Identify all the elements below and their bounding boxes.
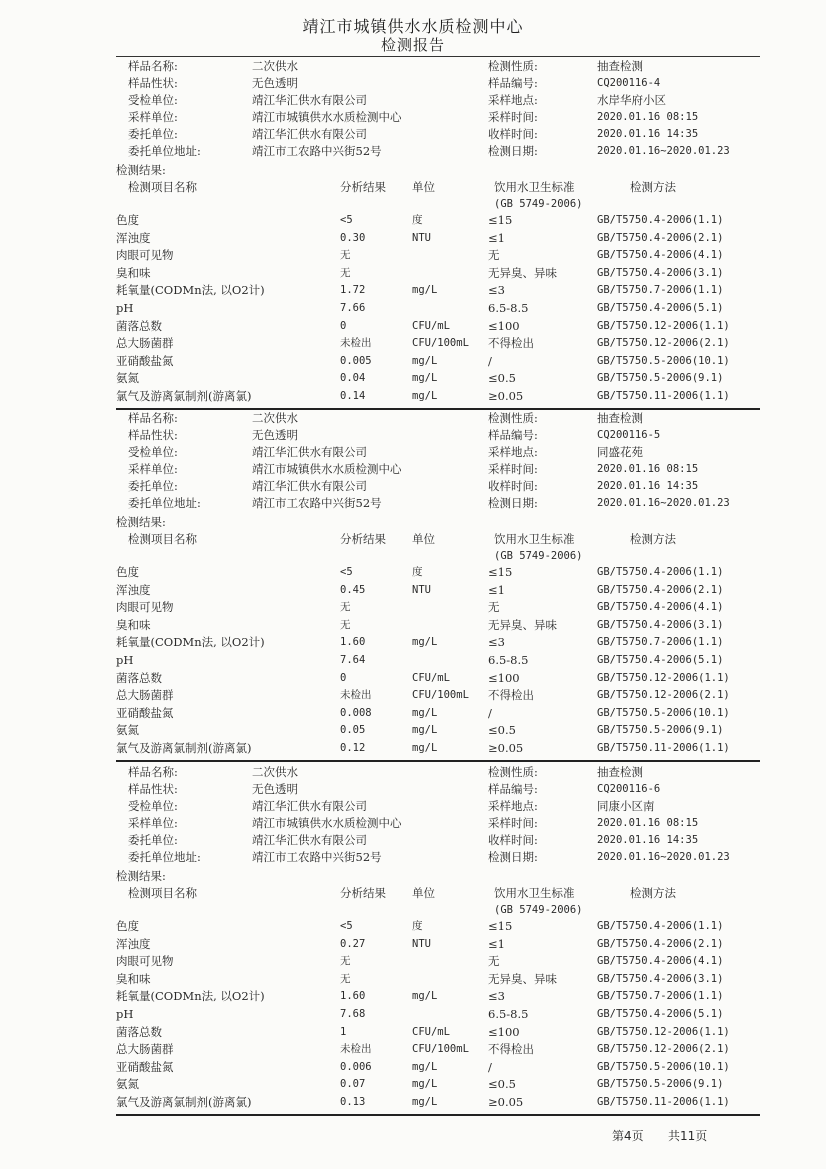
- item-standard: 不得检出: [488, 688, 534, 703]
- item-name: 浑浊度: [116, 230, 151, 245]
- sample-nature-value: 无色透明: [252, 428, 298, 442]
- test-date-value: 2020.01.16~2020.01.23: [597, 851, 730, 863]
- item-result: <5: [340, 566, 353, 578]
- page-number: 第4页: [612, 1129, 644, 1143]
- item-name: 肉眼可见物: [116, 600, 174, 615]
- item-method: GB/T5750.4-2006(4.1): [597, 249, 724, 262]
- column-header-standard-ref: (GB 5749-2006): [494, 904, 583, 916]
- item-result: 0.45: [340, 583, 366, 596]
- column-header-result: 分析结果: [340, 886, 386, 900]
- item-standard: /: [488, 705, 492, 720]
- item-name: 氨氮: [116, 371, 139, 386]
- item-method: GB/T5750.5-2006(9.1): [597, 372, 724, 385]
- sampling-site-label: 采样地点:: [488, 445, 538, 459]
- item-unit: mg/L: [412, 724, 438, 737]
- item-result: <5: [340, 214, 353, 226]
- client-address-value: 靖江市工农路中兴街52号: [252, 850, 382, 864]
- item-result: 无: [340, 972, 351, 985]
- item-name: 耗氧量(CODMn法, 以O2计): [116, 283, 265, 298]
- item-unit: CFU/mL: [412, 319, 450, 332]
- item-standard: ≤0.5: [488, 723, 516, 738]
- item-method: GB/T5750.5-2006(10.1): [597, 1060, 730, 1073]
- inspected-unit-value: 靖江华汇供水有限公司: [252, 93, 367, 107]
- sample-name-label: 样品名称:: [128, 411, 178, 425]
- item-name: 耗氧量(CODMn法, 以O2计): [116, 635, 265, 650]
- item-standard: ≤100: [488, 318, 520, 333]
- item-result: 无: [340, 618, 351, 631]
- item-method: GB/T5750.4-2006(2.1): [597, 937, 724, 950]
- sampling-site-label: 采样地点:: [488, 93, 538, 107]
- item-name: 菌落总数: [116, 670, 162, 685]
- item-unit: CFU/mL: [412, 671, 450, 684]
- item-standard: /: [488, 1059, 492, 1074]
- item-result: 7.64: [340, 654, 366, 666]
- column-header-result: 分析结果: [340, 532, 386, 546]
- sampling-time-label: 采样时间:: [488, 462, 538, 476]
- item-result: 1.60: [340, 990, 366, 1003]
- item-name: pH: [116, 1007, 134, 1021]
- test-nature-value: 抽查检测: [597, 411, 643, 425]
- item-result: 未检出: [340, 337, 372, 350]
- item-standard: ≥0.05: [488, 1095, 524, 1109]
- item-standard: 6.5-8.5: [488, 301, 529, 315]
- item-result: 0.27: [340, 937, 366, 950]
- item-unit: mg/L: [412, 1078, 438, 1091]
- receipt-time-label: 收样时间:: [488, 479, 538, 493]
- item-method: GB/T5750.4-2006(4.1): [597, 601, 724, 614]
- item-name: 臭和味: [116, 617, 151, 632]
- item-result: 0.07: [340, 1078, 366, 1091]
- item-unit: mg/L: [412, 284, 438, 297]
- item-method: GB/T5750.4-2006(3.1): [597, 618, 724, 631]
- item-standard: 不得检出: [488, 1042, 534, 1057]
- top-rule: [116, 56, 760, 57]
- item-result: 未检出: [340, 689, 372, 702]
- item-name: pH: [116, 653, 134, 667]
- item-method: GB/T5750.7-2006(1.1): [597, 284, 724, 297]
- item-method: GB/T5750.4-2006(2.1): [597, 583, 724, 596]
- item-method: GB/T5750.4-2006(5.1): [597, 1008, 724, 1020]
- item-name: 菌落总数: [116, 318, 162, 333]
- column-header-unit: 单位: [412, 532, 435, 546]
- results-label: 检测结果:: [116, 515, 166, 529]
- item-standard: 无: [488, 600, 500, 615]
- client-unit-label: 委托单位:: [128, 479, 178, 493]
- item-unit: CFU/100mL: [412, 337, 469, 350]
- page-total: 共11页: [668, 1129, 708, 1143]
- item-method: GB/T5750.4-2006(3.1): [597, 266, 724, 279]
- item-result: 1.60: [340, 636, 366, 649]
- item-unit: mg/L: [412, 990, 438, 1003]
- item-result: 0.006: [340, 1060, 372, 1073]
- item-name: 耗氧量(CODMn法, 以O2计): [116, 989, 265, 1004]
- sample-no-value: CQ200116-6: [597, 783, 661, 795]
- item-method: GB/T5750.7-2006(1.1): [597, 990, 724, 1003]
- sampling-site-label: 采样地点:: [488, 799, 538, 813]
- item-method: GB/T5750.12-2006(1.1): [597, 1025, 730, 1038]
- sample-name-value: 二次供水: [252, 765, 298, 779]
- test-date-label: 检测日期:: [488, 496, 538, 510]
- sampling-site-value: 水岸华府小区: [597, 93, 666, 107]
- item-standard: ≤15: [488, 565, 513, 579]
- item-method: GB/T5750.11-2006(1.1): [597, 390, 730, 402]
- item-unit: mg/L: [412, 354, 438, 367]
- sample-no-label: 样品编号:: [488, 76, 538, 90]
- sample-nature-label: 样品性状:: [128, 782, 178, 796]
- item-result: 0.005: [340, 354, 372, 367]
- receipt-time-label: 收样时间:: [488, 833, 538, 847]
- item-name: 臭和味: [116, 971, 151, 986]
- results-label: 检测结果:: [116, 163, 166, 177]
- item-unit: mg/L: [412, 390, 438, 402]
- item-result: 7.66: [340, 302, 366, 314]
- item-standard: 6.5-8.5: [488, 653, 529, 667]
- item-result: <5: [340, 920, 353, 932]
- item-result: 无: [340, 955, 351, 968]
- item-unit: mg/L: [412, 372, 438, 385]
- item-name: 浑浊度: [116, 936, 151, 951]
- inspected-unit-value: 靖江华汇供水有限公司: [252, 445, 367, 459]
- item-standard: /: [488, 353, 492, 368]
- sampling-time-label: 采样时间:: [488, 816, 538, 830]
- sample-no-value: CQ200116-4: [597, 77, 661, 89]
- item-name: pH: [116, 301, 134, 315]
- item-method: GB/T5750.12-2006(1.1): [597, 671, 730, 684]
- item-method: GB/T5750.12-2006(2.1): [597, 1043, 730, 1056]
- sample-name-value: 二次供水: [252, 59, 298, 73]
- item-method: GB/T5750.11-2006(1.1): [597, 1096, 730, 1108]
- sample-nature-label: 样品性状:: [128, 428, 178, 442]
- item-result: 1.72: [340, 284, 366, 297]
- item-unit: mg/L: [412, 636, 438, 649]
- item-result: 无: [340, 249, 351, 262]
- item-standard: ≤15: [488, 213, 513, 227]
- item-standard: 不得检出: [488, 336, 534, 351]
- client-unit-label: 委托单位:: [128, 833, 178, 847]
- item-name: 肉眼可见物: [116, 954, 174, 969]
- item-method: GB/T5750.12-2006(2.1): [597, 689, 730, 702]
- column-header-method: 检测方法: [630, 886, 676, 900]
- item-result: 0.30: [340, 231, 366, 244]
- item-name: 菌落总数: [116, 1024, 162, 1039]
- item-result: 无: [340, 266, 351, 279]
- sample-name-label: 样品名称:: [128, 59, 178, 73]
- item-standard: 6.5-8.5: [488, 1007, 529, 1021]
- item-result: 0.14: [340, 390, 366, 402]
- item-name: 亚硝酸盐氮: [116, 1059, 174, 1074]
- item-result: 无: [340, 601, 351, 614]
- client-address-value: 靖江市工农路中兴街52号: [252, 144, 382, 158]
- sampling-time-label: 采样时间:: [488, 110, 538, 124]
- sample-no-label: 样品编号:: [488, 428, 538, 442]
- item-unit: mg/L: [412, 1060, 438, 1073]
- item-name: 氨氮: [116, 723, 139, 738]
- test-nature-value: 抽查检测: [597, 59, 643, 73]
- item-standard: ≥0.05: [488, 741, 524, 755]
- item-standard: ≤100: [488, 670, 520, 685]
- item-method: GB/T5750.5-2006(9.1): [597, 1078, 724, 1091]
- report-title: 靖江市城镇供水水质检测中心: [302, 17, 524, 36]
- sampling-unit-value: 靖江市城镇供水水质检测中心: [252, 816, 402, 830]
- item-name: 氯气及游离氯制剂(游离氯): [116, 741, 252, 755]
- client-unit-label: 委托单位:: [128, 127, 178, 141]
- sample-nature-value: 无色透明: [252, 782, 298, 796]
- inspected-unit-label: 受检单位:: [128, 93, 178, 107]
- column-header-item: 检测项目名称: [128, 886, 197, 900]
- item-name: 肉眼可见物: [116, 248, 174, 263]
- inspected-unit-value: 靖江华汇供水有限公司: [252, 799, 367, 813]
- sample-no-value: CQ200116-5: [597, 429, 661, 441]
- item-result: 0: [340, 671, 347, 684]
- test-date-label: 检测日期:: [488, 144, 538, 158]
- sampling-site-value: 同盛花苑: [597, 445, 643, 459]
- item-standard: ≤1: [488, 582, 505, 597]
- item-name: 氯气及游离氯制剂(游离氯): [116, 389, 252, 403]
- item-standard: 无: [488, 954, 500, 969]
- item-standard: 无异臭、异味: [488, 265, 557, 280]
- sampling-unit-label: 采样单位:: [128, 110, 178, 124]
- item-standard: ≤0.5: [488, 371, 516, 386]
- test-nature-label: 检测性质:: [488, 765, 538, 779]
- item-name: 氨氮: [116, 1077, 139, 1092]
- sampling-unit-label: 采样单位:: [128, 462, 178, 476]
- item-standard: ≤15: [488, 919, 513, 933]
- sample-nature-value: 无色透明: [252, 76, 298, 90]
- receipt-time-value: 2020.01.16 14:35: [597, 834, 699, 846]
- item-method: GB/T5750.4-2006(4.1): [597, 955, 724, 968]
- item-name: 亚硝酸盐氮: [116, 705, 174, 720]
- sample-name-value: 二次供水: [252, 411, 298, 425]
- item-method: GB/T5750.4-2006(1.1): [597, 566, 724, 578]
- section-divider: [116, 760, 760, 762]
- client-address-label: 委托单位地址:: [128, 850, 201, 864]
- item-unit: 度: [412, 920, 423, 932]
- item-standard: 无异臭、异味: [488, 971, 557, 986]
- column-header-method: 检测方法: [630, 532, 676, 546]
- client-unit-value: 靖江华汇供水有限公司: [252, 833, 367, 847]
- item-result: 未检出: [340, 1043, 372, 1056]
- item-method: GB/T5750.5-2006(9.1): [597, 724, 724, 737]
- item-result: 0: [340, 319, 347, 332]
- sample-section: [0, 764, 826, 1112]
- item-standard: ≤3: [488, 283, 505, 298]
- test-nature-label: 检测性质:: [488, 411, 538, 425]
- sampling-time-value: 2020.01.16 08:15: [597, 463, 699, 475]
- column-header-standard-ref: (GB 5749-2006): [494, 198, 583, 210]
- item-result: 0.12: [340, 742, 366, 754]
- column-header-unit: 单位: [412, 886, 435, 900]
- item-name: 总大肠菌群: [116, 1042, 174, 1057]
- client-address-value: 靖江市工农路中兴街52号: [252, 496, 382, 510]
- client-unit-value: 靖江华汇供水有限公司: [252, 127, 367, 141]
- column-header-method: 检测方法: [630, 180, 676, 194]
- inspected-unit-label: 受检单位:: [128, 445, 178, 459]
- item-method: GB/T5750.11-2006(1.1): [597, 742, 730, 754]
- section-divider: [116, 1114, 760, 1116]
- item-result: 0.008: [340, 706, 372, 719]
- item-standard: ≥0.05: [488, 389, 524, 403]
- test-nature-label: 检测性质:: [488, 59, 538, 73]
- item-unit: NTU: [412, 583, 431, 596]
- item-method: GB/T5750.7-2006(1.1): [597, 636, 724, 649]
- item-unit: NTU: [412, 231, 431, 244]
- item-result: 0.13: [340, 1096, 366, 1108]
- item-standard: ≤1: [488, 936, 505, 951]
- column-header-item: 检测项目名称: [128, 180, 197, 194]
- item-unit: CFU/100mL: [412, 1043, 469, 1056]
- item-unit: CFU/mL: [412, 1025, 450, 1038]
- item-method: GB/T5750.5-2006(10.1): [597, 354, 730, 367]
- sample-section: [0, 58, 826, 406]
- column-header-result: 分析结果: [340, 180, 386, 194]
- test-date-label: 检测日期:: [488, 850, 538, 864]
- client-unit-value: 靖江华汇供水有限公司: [252, 479, 367, 493]
- receipt-time-label: 收样时间:: [488, 127, 538, 141]
- column-header-standard: 饮用水卫生标准: [494, 532, 575, 546]
- item-unit: CFU/100mL: [412, 689, 469, 702]
- item-standard: 无: [488, 248, 500, 263]
- receipt-time-value: 2020.01.16 14:35: [597, 480, 699, 492]
- receipt-time-value: 2020.01.16 14:35: [597, 128, 699, 140]
- column-header-standard-ref: (GB 5749-2006): [494, 550, 583, 562]
- sample-nature-label: 样品性状:: [128, 76, 178, 90]
- item-name: 总大肠菌群: [116, 336, 174, 351]
- item-name: 色度: [116, 213, 139, 227]
- client-address-label: 委托单位地址:: [128, 496, 201, 510]
- item-method: GB/T5750.4-2006(5.1): [597, 654, 724, 666]
- item-method: GB/T5750.4-2006(1.1): [597, 214, 724, 226]
- item-method: GB/T5750.12-2006(2.1): [597, 337, 730, 350]
- item-standard: ≤0.5: [488, 1077, 516, 1092]
- item-result: 0.04: [340, 372, 366, 385]
- sample-name-label: 样品名称:: [128, 765, 178, 779]
- item-method: GB/T5750.12-2006(1.1): [597, 319, 730, 332]
- item-name: 总大肠菌群: [116, 688, 174, 703]
- sampling-site-value: 同康小区南: [597, 799, 655, 813]
- item-method: GB/T5750.4-2006(2.1): [597, 231, 724, 244]
- item-unit: mg/L: [412, 1096, 438, 1108]
- item-unit: 度: [412, 214, 423, 226]
- sampling-unit-label: 采样单位:: [128, 816, 178, 830]
- item-standard: ≤3: [488, 635, 505, 650]
- item-name: 氯气及游离氯制剂(游离氯): [116, 1095, 252, 1109]
- column-header-item: 检测项目名称: [128, 532, 197, 546]
- inspected-unit-label: 受检单位:: [128, 799, 178, 813]
- item-name: 亚硝酸盐氮: [116, 353, 174, 368]
- client-address-label: 委托单位地址:: [128, 144, 201, 158]
- test-date-value: 2020.01.16~2020.01.23: [597, 497, 730, 509]
- item-method: GB/T5750.5-2006(10.1): [597, 706, 730, 719]
- item-standard: ≤100: [488, 1024, 520, 1039]
- item-result: 1: [340, 1025, 347, 1038]
- report-subtitle: 检测报告: [380, 36, 445, 54]
- item-name: 色度: [116, 919, 139, 933]
- column-header-standard: 饮用水卫生标准: [494, 886, 575, 900]
- sampling-time-value: 2020.01.16 08:15: [597, 817, 699, 829]
- item-standard: ≤1: [488, 230, 505, 245]
- column-header-standard: 饮用水卫生标准: [494, 180, 575, 194]
- item-unit: 度: [412, 566, 423, 578]
- item-unit: NTU: [412, 937, 431, 950]
- item-method: GB/T5750.4-2006(1.1): [597, 920, 724, 932]
- item-name: 臭和味: [116, 265, 151, 280]
- item-method: GB/T5750.4-2006(5.1): [597, 302, 724, 314]
- item-unit: mg/L: [412, 742, 438, 754]
- item-name: 色度: [116, 565, 139, 579]
- item-name: 浑浊度: [116, 582, 151, 597]
- sampling-unit-value: 靖江市城镇供水水质检测中心: [252, 110, 402, 124]
- results-label: 检测结果:: [116, 869, 166, 883]
- sampling-unit-value: 靖江市城镇供水水质检测中心: [252, 462, 402, 476]
- item-unit: mg/L: [412, 706, 438, 719]
- item-result: 7.68: [340, 1008, 366, 1020]
- item-standard: 无异臭、异味: [488, 617, 557, 632]
- column-header-unit: 单位: [412, 180, 435, 194]
- item-method: GB/T5750.4-2006(3.1): [597, 972, 724, 985]
- item-standard: ≤3: [488, 989, 505, 1004]
- sampling-time-value: 2020.01.16 08:15: [597, 111, 699, 123]
- test-date-value: 2020.01.16~2020.01.23: [597, 145, 730, 157]
- sample-section: [0, 410, 826, 758]
- item-result: 0.05: [340, 724, 366, 737]
- test-nature-value: 抽查检测: [597, 765, 643, 779]
- sample-no-label: 样品编号:: [488, 782, 538, 796]
